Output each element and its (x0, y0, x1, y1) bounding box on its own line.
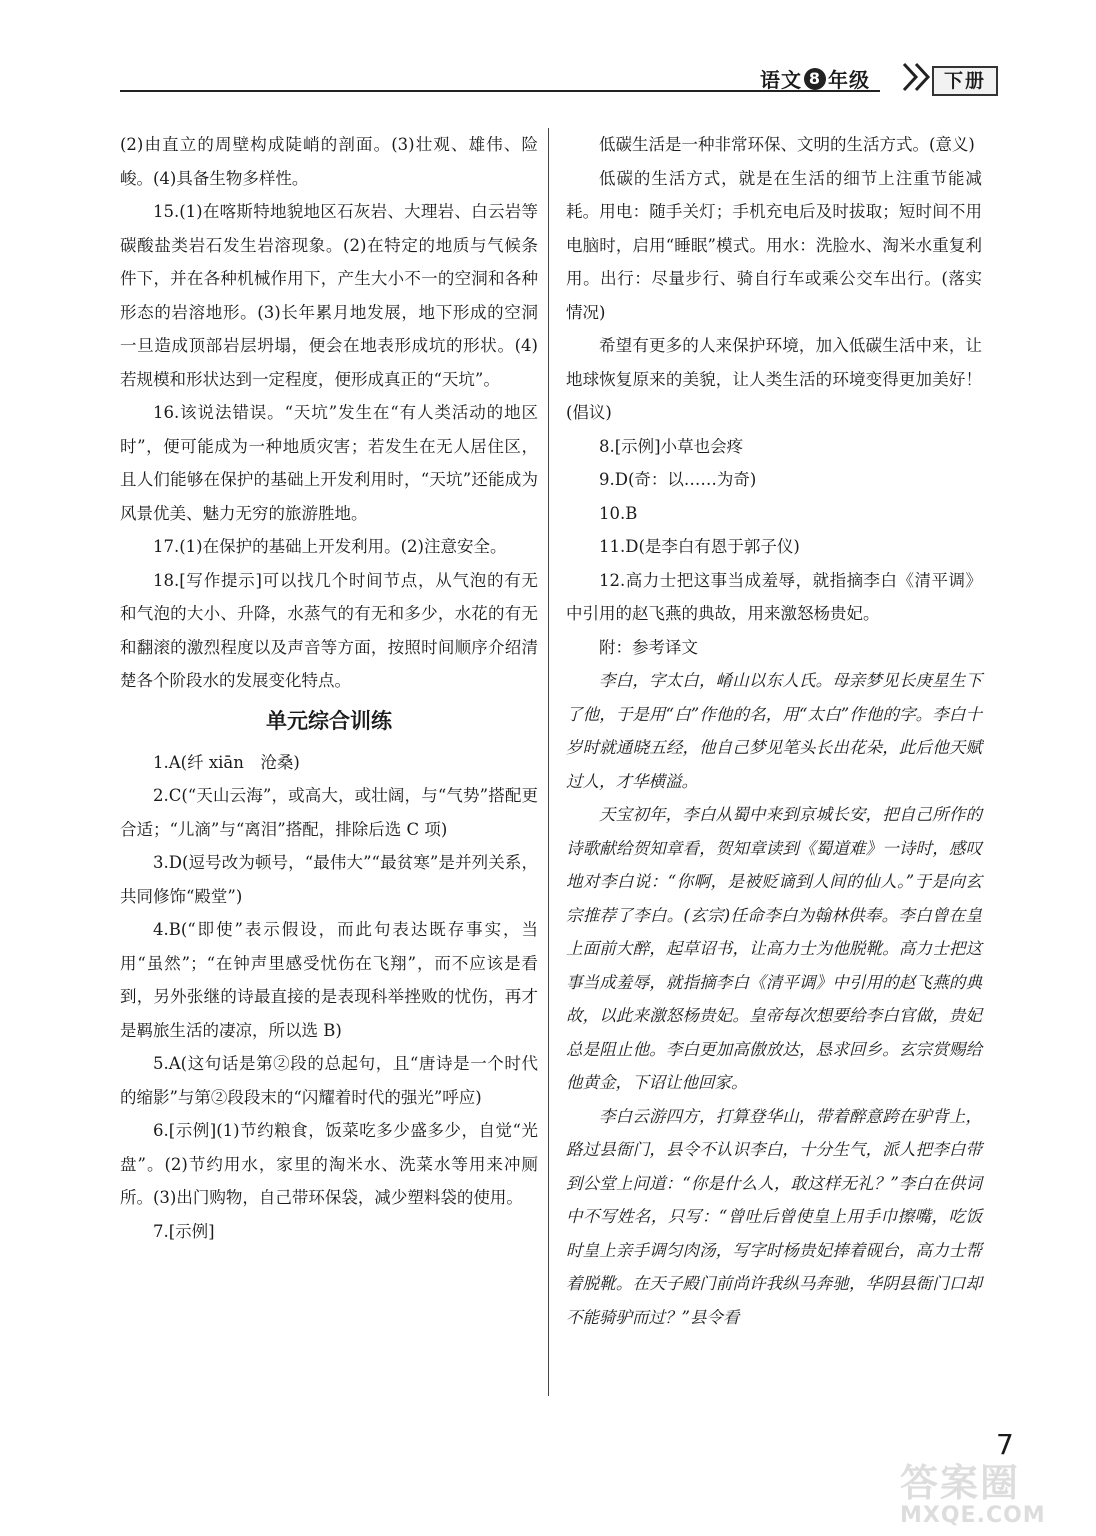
section-title: 单元综合训练 (266, 708, 392, 733)
header-title (760, 64, 870, 93)
watermark-logo (900, 1462, 1080, 1530)
translation-para-2: 天宝初年，李白从蜀中来到京城长安，把自己所作的诗歌献给贺知章看，贺知章读到《蜀道难》一诗时，感叹地对李白说：“你啊，是被贬谪到人间的仙人。”于是向玄宗推荐了李白。(玄宗)任命李白为翰林供奉。李白曾在皇上面前大醉，起草诏书，让高力士为他脱靴。高力士把这事当成羞辱，就指摘李白《清平调》中引用的赵飞燕的典故，以此来激怒杨贵妃。皇帝每次想要给李白官做，贵妃总是阻止他。李白更加高傲放达，恳求回乡。玄宗赏赐给他黄金，下诏让他回家。 (566, 805, 982, 1092)
answer-14-cont: (2)由直立的周壁构成陡峭的剖面。(3)壮观、雄伟、险峻。(4)具备生物多样性。 (120, 135, 538, 188)
grade-label: 年级 (828, 68, 870, 92)
answer-s5: 5.A(这句话是第②段的总起句，且“唐诗是一个时代的缩影”与第②段段末的“闪耀着时代的强光”呼应) (120, 1054, 538, 1107)
answer-17: 17.(1)在保护的基础上开发利用。(2)注意安全。 (153, 537, 507, 556)
answer-8: 8.[示例]小草也会疼 (599, 436, 744, 456)
answer-15: 15.(1)在喀斯特地貌地区石灰岩、大理岩、白云岩等碳酸盐类岩石发生岩溶现象。(2)在特定的地质与气候条件下，并在各种机械作用下，产生大小不一的空洞和各种形态的岩溶地形。(3)长年累月地发展，地下形成的空洞一旦造成顶部岩层坍塌，便会在地表形成坑的形状。(4)若规模和形状达到一定程度，便形成真正的“天坑”。 (120, 202, 538, 389)
column-divider (548, 128, 549, 1396)
answer-11: 11.D(是李白有恩于郭子仪) (599, 537, 800, 556)
answer-s3: 3.D(逗号改为顿号，“最伟大”“最贫寒”是并列关系，共同修饰“殿堂”) (120, 853, 538, 906)
volume-label: 下册 (932, 66, 998, 96)
answer-18: 18.[写作提示]可以找几个时间节点，从气泡的有无和气泡的大小、升降，水蒸气的有无和多少，水花的有无和翻滚的激烈程度以及声音等方面，按照时间顺序介绍清楚各个阶段水的发展变化特点。 (120, 570, 538, 690)
answer-16: 16.该说法错误。“天坑”发生在“有人类活动的地区时”，便可能成为一种地质灾害；若发生在无人居住区，且人们能够在保护的基础上开发利用时，“天坑”还能成为风景优美、魅力无穷的旅游胜地。 (120, 403, 538, 523)
answer-9: 9.D(奇：以……为奇) (599, 470, 757, 489)
watermark-cn: 答案圈 (900, 1461, 1021, 1505)
page-number: 7 (996, 1428, 1014, 1461)
answer-s6: 6.[示例](1)节约粮食，饭菜吃多少盛多少，自觉“光盘”。(2)节约用水，家里的淘米水、洗菜水等用来冲厕所。(3)出门购物，自己带环保袋，减少塑料袋的使用。 (120, 1121, 538, 1207)
answer-s4: 4.B(“即使”表示假设，而此句表达既存事实，当用“虽然”；“在钟声里感受忧伤在飞翔”，而不应该是看到，另外张继的诗最直接的是表现科举挫败的忧伤，再才是羁旅生活的凄凉，所以选 B) (120, 920, 538, 1040)
answer-7-proposal: 希望有更多的人来保护环境，加入低碳生活中来，让地球恢复原来的美貌，让人类生活的环境变得更加美好！(倡议) (566, 336, 982, 422)
translation-para-3: 李白云游四方，打算登华山，带着醉意跨在驴背上，路过县衙门，县令不认识李白，十分生气，派人把李白带到公堂上问道：“你是什么人，敢这样无礼？”李白在供词中不写姓名，只写：“曾吐后曾使皇上用手巾擦嘴，吃饭时皇上亲手调匀肉汤，写字时杨贵妃捧着砚台，高力士帮着脱靴。在天子殿门前尚许我纵马奔驰，华阴县衙门口却不能骑驴而过？”县令看 (566, 1106, 982, 1327)
answer-s2: 2.C(“天山云海”，或高大，或壮阔，与“气势”搭配更合适；“儿滴”与“离泪”搭配，排除后选 C 项) (120, 786, 538, 839)
answer-7-practice: 低碳的生活方式，就是在生活的细节上注重节能减耗。用电：随手关灯；手机充电后及时拔取；短时间不用电脑时，启用“睡眠”模式。用水：洗脸水、淘米水重复利用。出行：尽量步行、骑自行车或乘公交车出行。(落实情况) (566, 168, 982, 322)
subject-label: 语文 (760, 68, 802, 92)
translation-para-1: 李白，字太白，崤山以东人氏。母亲梦见长庚星生下了他，于是用“白”作他的名，用“太白”作他的字。李白十岁时就通晓五经，他自己梦见笔头长出花朵，此后他天赋过人，才华横溢。 (566, 671, 982, 791)
answer-s7: 7.[示例] (153, 1221, 215, 1241)
answer-10: 10.B (599, 503, 638, 523)
answer-s1: 1.A(纤 xiān 沧桑) (153, 752, 300, 772)
answer-7-meaning: 低碳生活是一种非常环保、文明的生活方式。(意义) (599, 135, 975, 154)
watermark-en: MXQE.COM (900, 1503, 1046, 1528)
left-column (120, 128, 538, 1248)
answer-12: 12.高力士把这事当成羞辱，就指摘李白《清平调》中引用的赵飞燕的典故，用来激怒杨贵妃。 (566, 570, 982, 623)
page-header (120, 60, 1000, 96)
right-column (566, 128, 982, 1334)
translation-heading: 附：参考译文 (599, 637, 698, 657)
grade-number-badge: 8 (804, 68, 826, 90)
